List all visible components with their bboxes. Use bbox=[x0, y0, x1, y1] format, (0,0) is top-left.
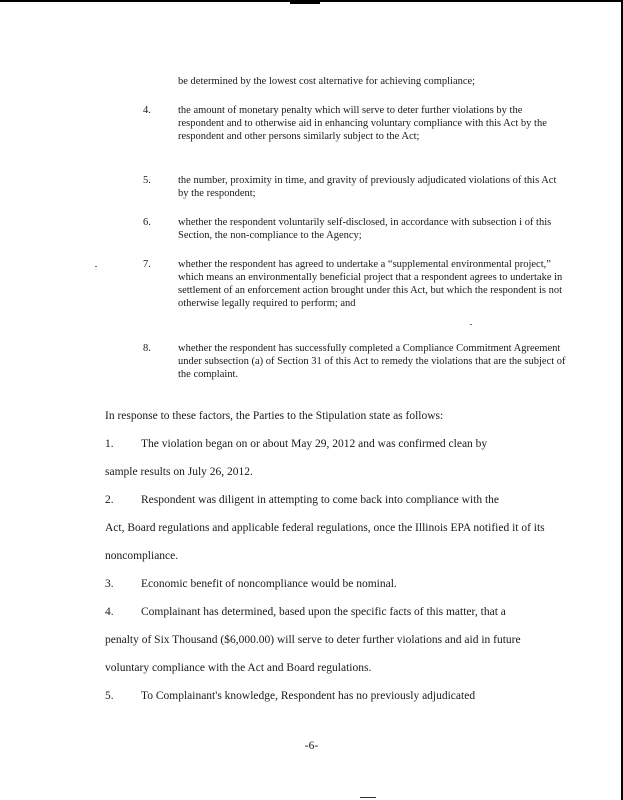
response-paragraph bbox=[105, 605, 506, 619]
factor-text: whether the respondent has agreed to undertake a “supplemental environmental project,” which means an environmentally beneficial project that a respondent agrees to undertake in settlement of an enforcement action brought under this Act, but which the respondent is not otherwise legally required to perform; and bbox=[178, 259, 563, 309]
paragraph-text: Act, Board regulations and applicable federal regulations, once the Illinois EPA notified it of its bbox=[105, 522, 545, 534]
paragraph-number: 2. bbox=[105, 494, 114, 506]
paragraph-number: 3. bbox=[105, 578, 114, 590]
scan-speck bbox=[470, 324, 472, 325]
paragraph-text: noncompliance. bbox=[105, 550, 179, 562]
paragraph-number: 5. bbox=[105, 690, 114, 702]
factor-3-continuation: be determined by the lowest cost alternative for achieving compliance; bbox=[178, 76, 476, 87]
response-paragraph bbox=[105, 437, 487, 451]
scan-mark bbox=[290, 0, 320, 4]
factor-number: 8. bbox=[143, 343, 151, 354]
factor-text: the number, proximity in time, and gravity of previously adjudicated violations of this Act by the respondent; bbox=[178, 175, 557, 199]
paragraph-text: voluntary compliance with the Act and Board regulations. bbox=[105, 662, 372, 674]
paragraph-text: Economic benefit of noncompliance would be nominal. bbox=[141, 578, 397, 590]
factor-text: whether the respondent has successfully completed a Compliance Commitment Agreement under subsection (a) of Section 31 of this Act to remedy the violations that are the subject of the complaint. bbox=[178, 343, 566, 380]
paragraph-number: 1. bbox=[105, 438, 114, 450]
paragraph-text: penalty of Six Thousand ($6,000.00) will serve to deter further violations and aid in future bbox=[105, 634, 521, 646]
factor-number: 6. bbox=[143, 217, 151, 228]
factor-number: 7. bbox=[143, 259, 151, 270]
factor-number: 4. bbox=[143, 105, 151, 116]
paragraph-number: 4. bbox=[105, 606, 114, 618]
response-paragraph bbox=[105, 689, 475, 703]
paragraph-text: The violation began on or about May 29, 2012 and was confirmed clean by bbox=[141, 438, 488, 450]
scan-speck bbox=[95, 266, 97, 267]
paragraph-text: Complainant has determined, based upon the specific facts of this matter, that a bbox=[141, 606, 506, 618]
factor-number: 5. bbox=[143, 175, 151, 186]
intro-paragraph: In response to these factors, the Parties to the Stipulation state as follows: bbox=[105, 410, 444, 422]
response-paragraph bbox=[105, 493, 499, 507]
scan-mark bbox=[360, 797, 376, 798]
factor-text: the amount of monetary penalty which will serve to deter further violations by the respondent and to otherwise aid in enhancing voluntary compliance with this Act by the respondent and other persons similarly subject to the Act; bbox=[178, 105, 547, 142]
page-number: -6- bbox=[304, 740, 319, 752]
paragraph-text: sample results on July 26, 2012. bbox=[105, 466, 253, 478]
paragraph-text: To Complainant's knowledge, Respondent has no previously adjudicated bbox=[141, 690, 476, 702]
response-paragraph bbox=[105, 577, 397, 591]
factor-text: whether the respondent voluntarily self-disclosed, in accordance with subsection i of this Section, the non-compliance to the Agency; bbox=[178, 217, 552, 241]
paragraph-text: Respondent was diligent in attempting to come back into compliance with the bbox=[141, 494, 500, 506]
